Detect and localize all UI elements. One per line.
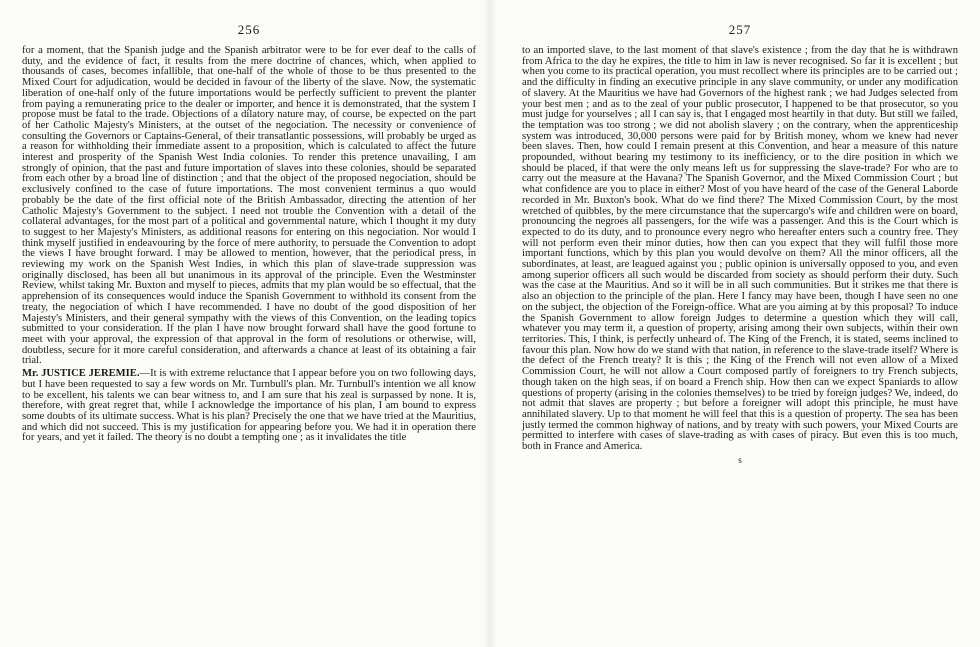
left-page-number: 256 bbox=[237, 22, 261, 37]
signature-mark: s bbox=[738, 454, 742, 465]
speech-text: —It is with extreme reluctance that I appear before you on two following days, but I have been requested to say a few words on Mr. Turnbull's plan. Mr. Turnbull's intention we all know to be excellent, his talents we can bear witness to, and I am sure that his zeal is surpassed by none. It is, therefore, with great regret that, while I acknowledge the importance of his plan, I am bound to express some doubts of its ultimate success. What is his plan? Precisely the one that we have tried at the Mauritius, and which did not succeed. This is my justification for appearing before you. We had it in operation there for years, and yet it failed. The theory is no doubt a tempting one ; as it invalidates the title bbox=[22, 368, 476, 444]
right-page-text bbox=[522, 46, 958, 453]
left-paragraph-2 bbox=[22, 369, 476, 444]
left-paragraph-1: for a moment, that the Spanish judge and the Spanish arbitrator were to be for ever deaf to the calls of duty, and the evidence of fact, it results from the mere doctrine of chances, which, when applied to thousands of cases, becomes infallible, that one-half of the whole of those to be thus presented to the Mixed Court for adjudication, would be decided in favour of the liberty of the slave. Now, the systematic liberation of one-half only of the future importations would be perfectly sufficient to prevent the planter from paying a remunerating price to the dealer or importer, and hence it is demonstrated, that the system I propose must be fatal to the trade. Objections of a dilatory nature may, of course, be expected on the part of her Catholic Majesty's Ministers, at the outset of the negociation. The necessity or convenience of consulting the Governors or Captains-General, of their transatlantic possessions, will probably be urged as a reason for withholding their immediate assent to a proposition, which is calculated to affect the future interest and prosperity of the Spanish West India colonies. To render this pretence unavailing, I am strongly of opinion, that the past and future importation of slaves into these colonies, should be separated from each other by a broad line of distinction ; and that the object of the proposed negociation, should be exclusively confined to the case of future importations. The most convenient terminus a quo would probably be the date of the first official note of the British Ambassador, directing the attention of her Catholic Majesty's Government to the subject. I need not trouble the Convention with a detail of the collateral advantages, for the most part of a political and governmental nature, which I thought it my duty to suggest to her Majesty's Ministers, as additional reasons for entering on this negociation. Nor would I think myself justified in endeavouring by the force of mere authority, to persuade the Convention to adopt the views I have brought forward. I may be allowed to mention, however, that the periodical press, in reviewing my work on the Spanish West Indies, in which this plan of slave-trade suppression was originally disclosed, has been all but unanimous in its approval of the principle. Even the Westminster Review, whilst taking Mr. Buxton and myself to pieces, admits that my plan would be so effectual, that the apprehension of its consequences would induce the Spanish Government to withhold its consent from the treaty, the negociation of which I have recommended. I have no doubt of the good disposition of her Majesty's Ministers, and their general sympathy with the views of this Convention, on the leading topics submitted to your consideration. If the plan I have now brought forward shall have the good fortune to meet with your approval, the expression of that approval in the form of resolutions or otherwise, will, doubtless, secure for it more careful consideration, and afterwards a chance at least of its obtaining a fair trial. bbox=[22, 45, 476, 367]
right-paragraph-1: to an imported slave, to the last moment of that slave's existence ; from the day that he is withdrawn from Africa to the day he expires, the title to him in law is never recognised. So far it is excellent ; but when you come to its practical operation, you must recollect where its principles are to be carried out ; and the difficulty in finding an executive principle in any slave community, or under any modification of slavery. At the Mauritius we have had Governors of the highest rank ; we had Judges selected from your best men ; and as to the zeal of your public prosecutor, I happened to be that prosecutor, so you must judge for yourselves ; all I can say is, that I engaged most heartily in that duty. But still we failed, the temptation was too strong ; we did not abolish slavery ; on the contrary, when the apprenticeship system was introduced, 30,000 persons were paid for by British money, whom we knew had never been slaves. Then, how could I remain present at this Convention, and hear a measure of this nature propounded, without bearing my testimony to its inefficiency, or to the dire position in which we should be placed, if that were the only means left us for suppressing the slave-trade? For who are to carry out the measure at the Havana? The Spanish Governor, and the Mixed Commission Court ; but what confidence are you to place in either? Most of you have heard of the case of the General Laborde recorded in Mr. Buxton's book. What do we find there? The Mixed Commission Court, by the most wretched of quibbles, by the mere circumstance that the supercargo's wife and children were on board, pronouncing the negroes all passengers, for the wife was a passenger. And this is the Court which is expected to do its duty, and to pronounce every negro who hereafter enters such a country free. They will not perform even their minor duties, how then can you expect that they will fulfil those more important functions, which by this plan you would devolve on them? All the minor officers, all the subordinates, at least, are leagued against you ; public opinion is universally opposed to you, and even among superior officers all such would be discarded from society as should perform their duty. Such was the case at the Mauritius. And so it will be in all such communities. But it strikes me that there is also an objection to the principle of the plan. Here I fancy may have been, though I have seen no one on the subject, the objection of the Foreign-office. What are you aiming at by this proposal? To induce the Spanish Government to allow foreign Judges to determine a question which they will call, whatever you may term it, a question of property, arising among their own subjects, within their own territories. This, I think, is perfectly unheard of. The King of the French, it is stated, seems inclined to favour this plan. Now how do we stand with that nation, in reference to the slave-trade itself? Where is the defect of the French treaty? It is this ; the King of the French will not even allow of a Mixed Commission Court, he will not allow a Court composed partly of foreigners to try French subjects, though taken on the high seas, if on board a French ship. How then can we expect Spaniards to allow questions of property (arising in the colonies themselves) to be tried by foreign judges? We, indeed, do not admit that slaves are property ; but before a foreigner will adopt this principle, he must have annihilated slavery. Up to that moment he will feel that this is a question of property. The sea has been justly termed the common highway of nations, and by treaty with such powers, your Mixed Courts are permitted to interfere with cases of slave-trading as with cases of piracy. But even this is too much, both in France and America. bbox=[522, 45, 958, 453]
left-page-text bbox=[22, 46, 476, 444]
speaker-name: Mr. JUSTICE JEREMIE. bbox=[22, 368, 140, 380]
right-page bbox=[490, 0, 980, 647]
right-page-number: 257 bbox=[728, 22, 752, 37]
